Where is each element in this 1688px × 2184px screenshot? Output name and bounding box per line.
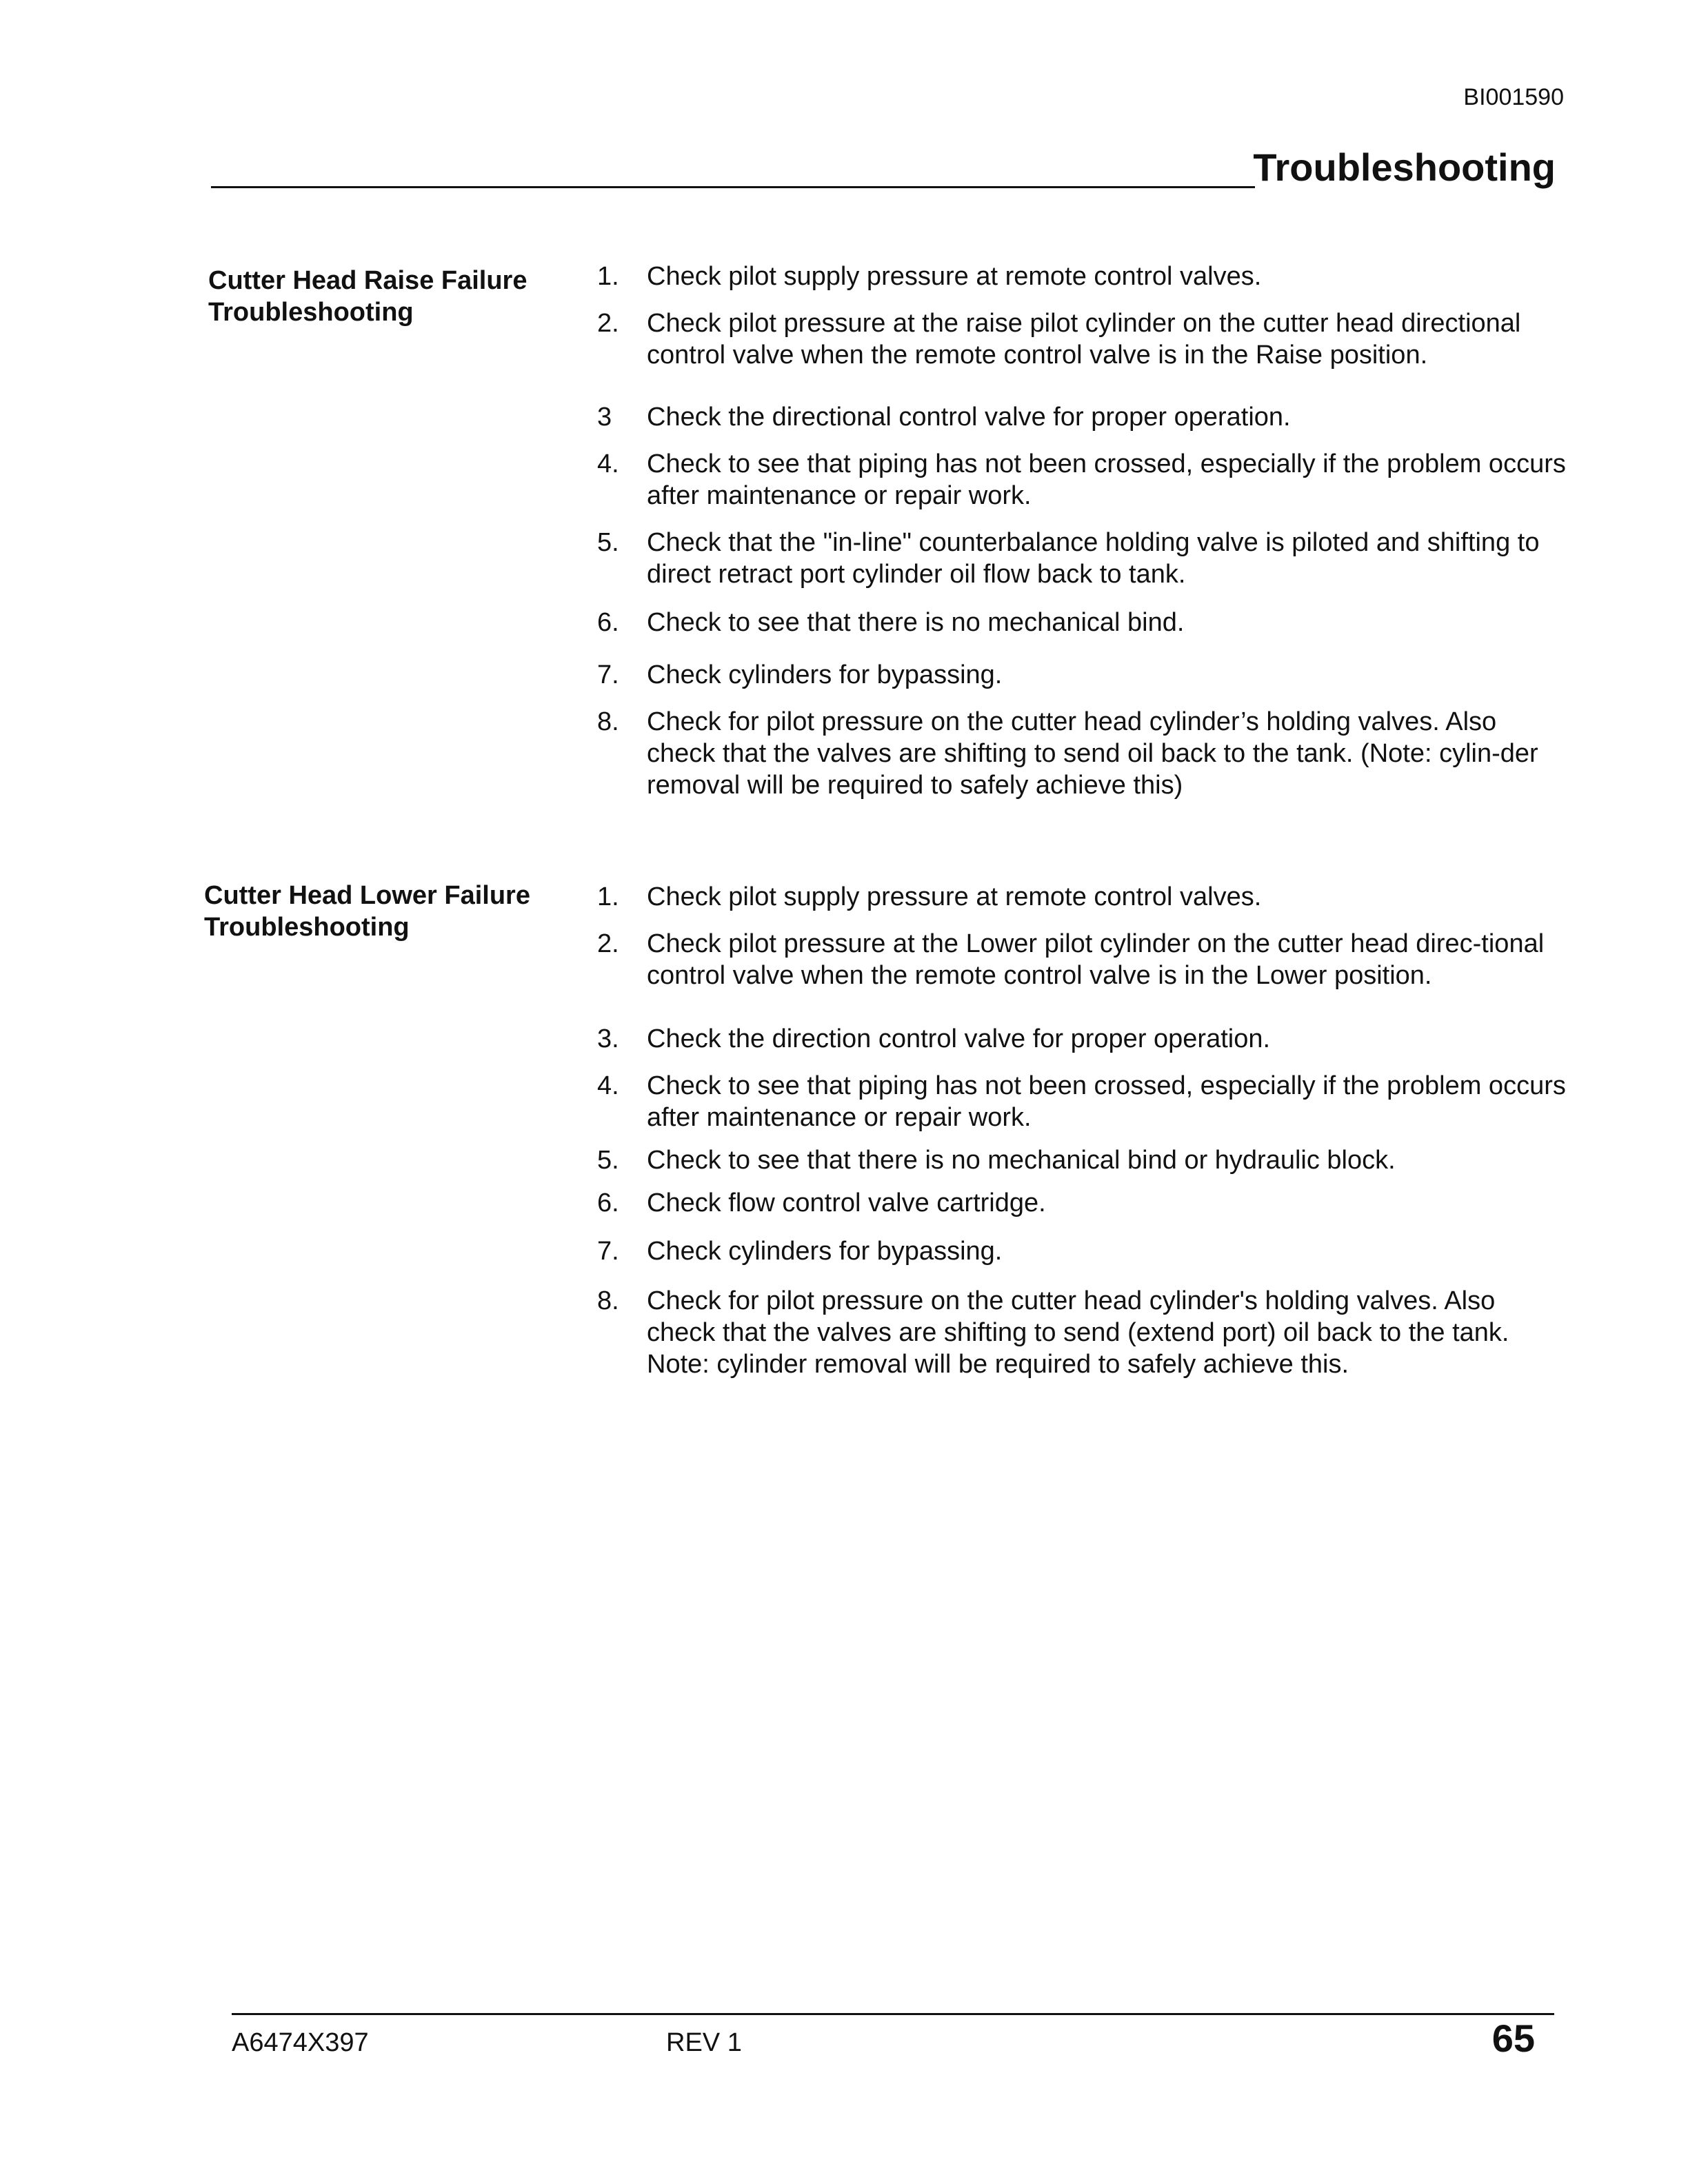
step-number: 8. xyxy=(597,707,619,736)
page-title: Troubleshooting xyxy=(1253,145,1556,189)
step-number: 5. xyxy=(597,528,619,557)
step-text: Check that the "in-line" counterbalance holding valve is piloted and shifting to direct retract port cylinder oil flow back to tank. xyxy=(647,528,1540,589)
step-text: Check pilot supply pressure at remote control valves. xyxy=(647,882,1262,911)
step-number: 4. xyxy=(597,1071,619,1100)
step-number: 6. xyxy=(597,1189,619,1217)
step-text: Check flow control valve cartridge. xyxy=(647,1189,1046,1217)
step-number: 4. xyxy=(597,449,619,478)
step-text: Check for pilot pressure on the cutter head cylinder’s holding valves. Also check that the valves are shifting to send oil back to the tank. (Note: cylin-der removal will be required to safely achieve this) xyxy=(647,707,1538,800)
step-text: Check cylinders for bypassing. xyxy=(647,1237,1003,1266)
lower-failure-heading: Cutter Head Lower Failure Troubleshooting xyxy=(204,881,530,942)
step-text: Check to see that piping has not been crossed, especially if the problem occurs after maintenance or repair work. xyxy=(647,1071,1566,1132)
step-number: 1. xyxy=(597,262,619,291)
footer-rule xyxy=(232,2013,1554,2015)
step-text: Check pilot pressure at the raise pilot cylinder on the cutter head directional control valve when the remote control valve is in the Raise position. xyxy=(647,309,1521,370)
step-text: Check for pilot pressure on the cutter head cylinder's holding valves. Also check that the valves are shifting to send (extend port) oil back to the tank. Note: cylinder removal will be required to safely achieve this. xyxy=(647,1286,1509,1379)
step-text: Check the directional control valve for proper operation. xyxy=(647,403,1291,432)
step-number: 7. xyxy=(597,1237,619,1266)
step-number: 8. xyxy=(597,1286,619,1315)
page-number: 65 xyxy=(1491,2016,1535,2060)
step-number: 6. xyxy=(597,608,619,637)
step-text: Check to see that there is no mechanical bind or hydraulic block. xyxy=(647,1146,1396,1175)
step-number: 7. xyxy=(597,660,619,689)
step-number: 2. xyxy=(597,309,619,338)
raise-failure-heading: Cutter Head Raise Failure Troubleshooting xyxy=(208,266,528,327)
step-text: Check pilot pressure at the Lower pilot cylinder on the cutter head direc-tional control valve when the remote control valve is in the Lower position. xyxy=(647,929,1545,990)
footer-revision: REV 1 xyxy=(666,2028,742,2057)
step-text: Check to see that piping has not been crossed, especially if the problem occurs after maintenance or repair work. xyxy=(647,449,1566,510)
step-number: 3 xyxy=(597,403,612,432)
step-number: 5. xyxy=(597,1146,619,1175)
title-rule xyxy=(211,186,1255,188)
step-number: 2. xyxy=(597,929,619,958)
document-id: BI001590 xyxy=(1463,84,1564,110)
step-text: Check cylinders for bypassing. xyxy=(647,660,1003,689)
step-text: Check the direction control valve for proper operation. xyxy=(647,1024,1271,1053)
step-number: 1. xyxy=(597,882,619,911)
step-text: Check to see that there is no mechanical bind. xyxy=(647,608,1185,637)
step-number: 3. xyxy=(597,1024,619,1053)
step-text: Check pilot supply pressure at remote control valves. xyxy=(647,262,1262,291)
footer-document-number: A6474X397 xyxy=(232,2028,369,2057)
